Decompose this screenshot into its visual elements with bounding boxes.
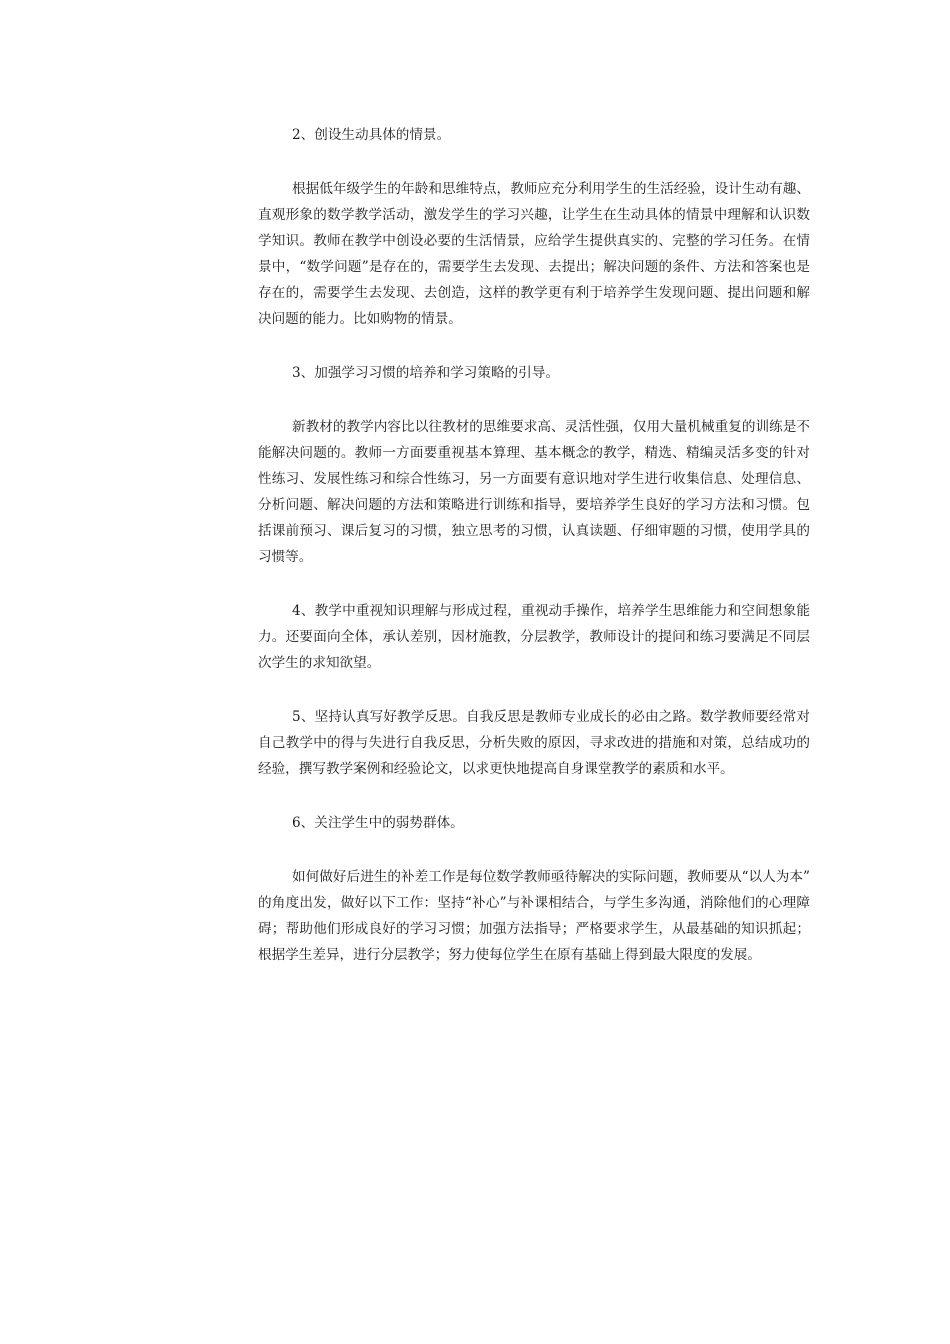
paragraph-5: 5、坚持认真写好教学反思。自我反思是教师专业成长的必由之路。数学教师要经常对自己教学中的得与失进行自我反思，分析失败的原因，寻求改进的措施和对策，总结成功的经验，撰写教学案例和经验论文，以求更快地提高自身课堂教学的素质和水平。: [258, 709, 810, 777]
section-heading-6: 6、关注学生中的弱势群体。: [292, 815, 464, 831]
paragraph-4: 4、教学中重视知识理解与形成过程，重视动手操作，培养学生思维能力和空间想象能力。还要面向全体，承认差别，因材施教，分层教学，教师设计的提问和练习要满足不同层次学生的求知欲望。: [258, 603, 810, 671]
document-body: [258, 122, 810, 996]
section-heading-2: 2、创设生动具体的情景。: [292, 127, 451, 143]
paragraph-6-body: 如何做好后进生的补差工作是每位数学教师亟待解决的实际问题，教师要从“以人为本”的角度出发，做好以下工作：坚持“补心”与补课相结合，与学生多沟通，消除他们的心理障碍；帮助他们形成良好的学习习惯；加强方法指导；严格要求学生，从最基础的知识抓起；根据学生差异，进行分层教学；努力使每位学生在原有基础上得到最大限度的发展。: [258, 869, 810, 963]
paragraph-3-body: 新教材的教学内容比以往教材的思维要求高、灵活性强，仅用大量机械重复的训练是不能解决问题的。教师一方面要重视基本算理、基本概念的教学，精选、精编灵活多变的针对性练习、发展性练习和综合性练习，另一方面要有意识地对学生进行收集信息、处理信息、分析问题、解决问题的方法和策略进行训练和指导，要培养学生良好的学习方法和习惯。包括课前预习、课后复习的习惯，独立思考的习惯，认真读题、仔细审题的习惯，使用学具的习惯等。: [258, 419, 810, 565]
section-heading-3: 3、加强学习习惯的培养和学习策略的引导。: [292, 365, 559, 381]
paragraph-2-body: 根据低年级学生的年龄和思维特点，教师应充分利用学生的生活经验，设计生动有趣、直观形象的数学教学活动，激发学生的学习兴趣，让学生在生动具体的情景中理解和认识数学知识。教师在教学中创设必要的生活情景，应给学生提供真实的、完整的学习任务。在情景中，“数学问题”是存在的，需要学生去发现、去提出；解决问题的条件、方法和答案也是存在的，需要学生去发现、去创造，这样的教学更有利于培养学生发现问题、提出问题和解决问题的能力。比如购物的情景。: [258, 181, 810, 327]
